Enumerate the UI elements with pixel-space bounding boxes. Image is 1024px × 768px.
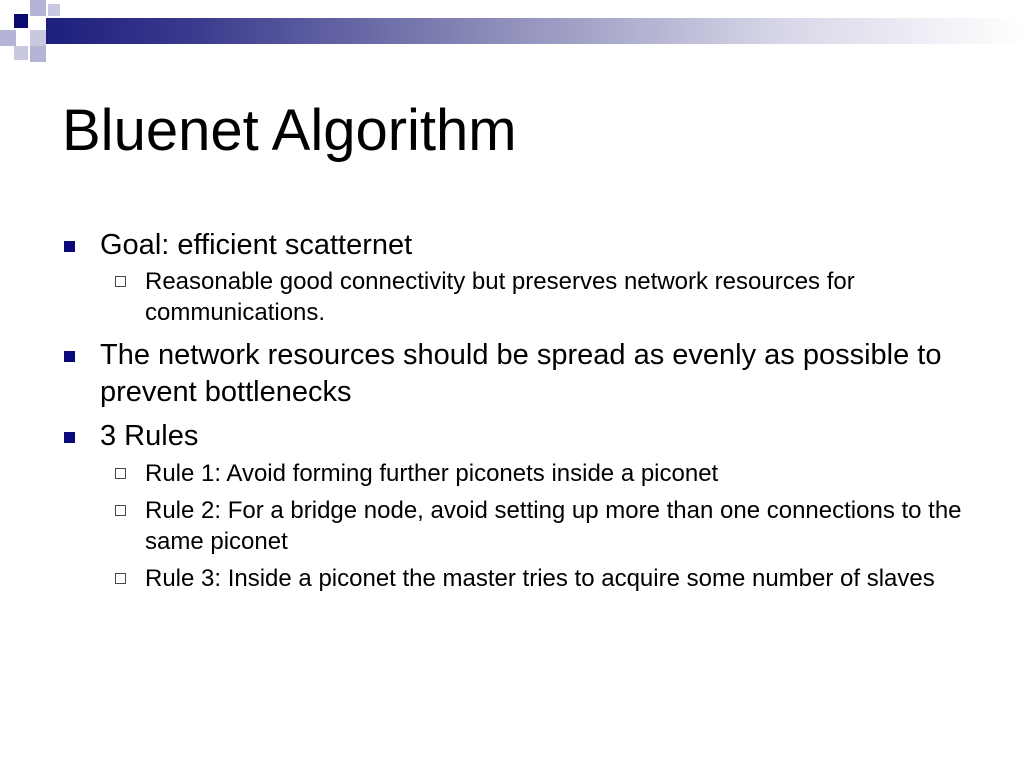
hollow-square-bullet-icon bbox=[115, 276, 126, 287]
sub-bullet-text: Rule 2: For a bridge node, avoid setting up more than one connections to the same piconet bbox=[145, 497, 962, 555]
filled-square-bullet-icon bbox=[64, 241, 75, 252]
slide-title: Bluenet Algorithm bbox=[62, 98, 517, 163]
bullet-text: The network resources should be spread as evenly as possible to prevent bottlenecks bbox=[100, 339, 942, 408]
decorative-square-light bbox=[30, 30, 46, 46]
decorative-square-light bbox=[30, 46, 46, 62]
bullet-text: Goal: efficient scatternet bbox=[100, 229, 413, 261]
sub-bullet-text: Rule 3: Inside a piconet the master tries to acquire some number of slaves bbox=[145, 565, 935, 592]
header-gradient-bar bbox=[46, 18, 1024, 44]
sub-bullet-item bbox=[0, 266, 1024, 328]
sub-bullet-item bbox=[0, 495, 1024, 557]
bullet-text: 3 Rules bbox=[100, 420, 199, 452]
decorative-square-dark bbox=[14, 14, 28, 28]
filled-square-bullet-icon bbox=[64, 351, 75, 362]
hollow-square-bullet-icon bbox=[115, 505, 126, 516]
decorative-square-light bbox=[14, 46, 28, 60]
hollow-square-bullet-icon bbox=[115, 573, 126, 584]
decorative-square-light bbox=[48, 4, 60, 16]
hollow-square-bullet-icon bbox=[115, 468, 126, 479]
slide-body bbox=[0, 227, 1024, 594]
decorative-square-light bbox=[30, 0, 46, 16]
sub-bullet-text: Reasonable good connectivity but preserves network resources for communications. bbox=[145, 268, 855, 326]
bullet-item bbox=[0, 227, 1024, 264]
sub-bullet-text: Rule 1: Avoid forming further piconets inside a piconet bbox=[145, 460, 719, 487]
filled-square-bullet-icon bbox=[64, 432, 75, 443]
sub-bullet-item bbox=[0, 563, 1024, 594]
bullet-item bbox=[0, 418, 1024, 455]
bullet-item bbox=[0, 337, 1024, 411]
sub-bullet-item bbox=[0, 458, 1024, 489]
decorative-square-light bbox=[0, 30, 16, 46]
